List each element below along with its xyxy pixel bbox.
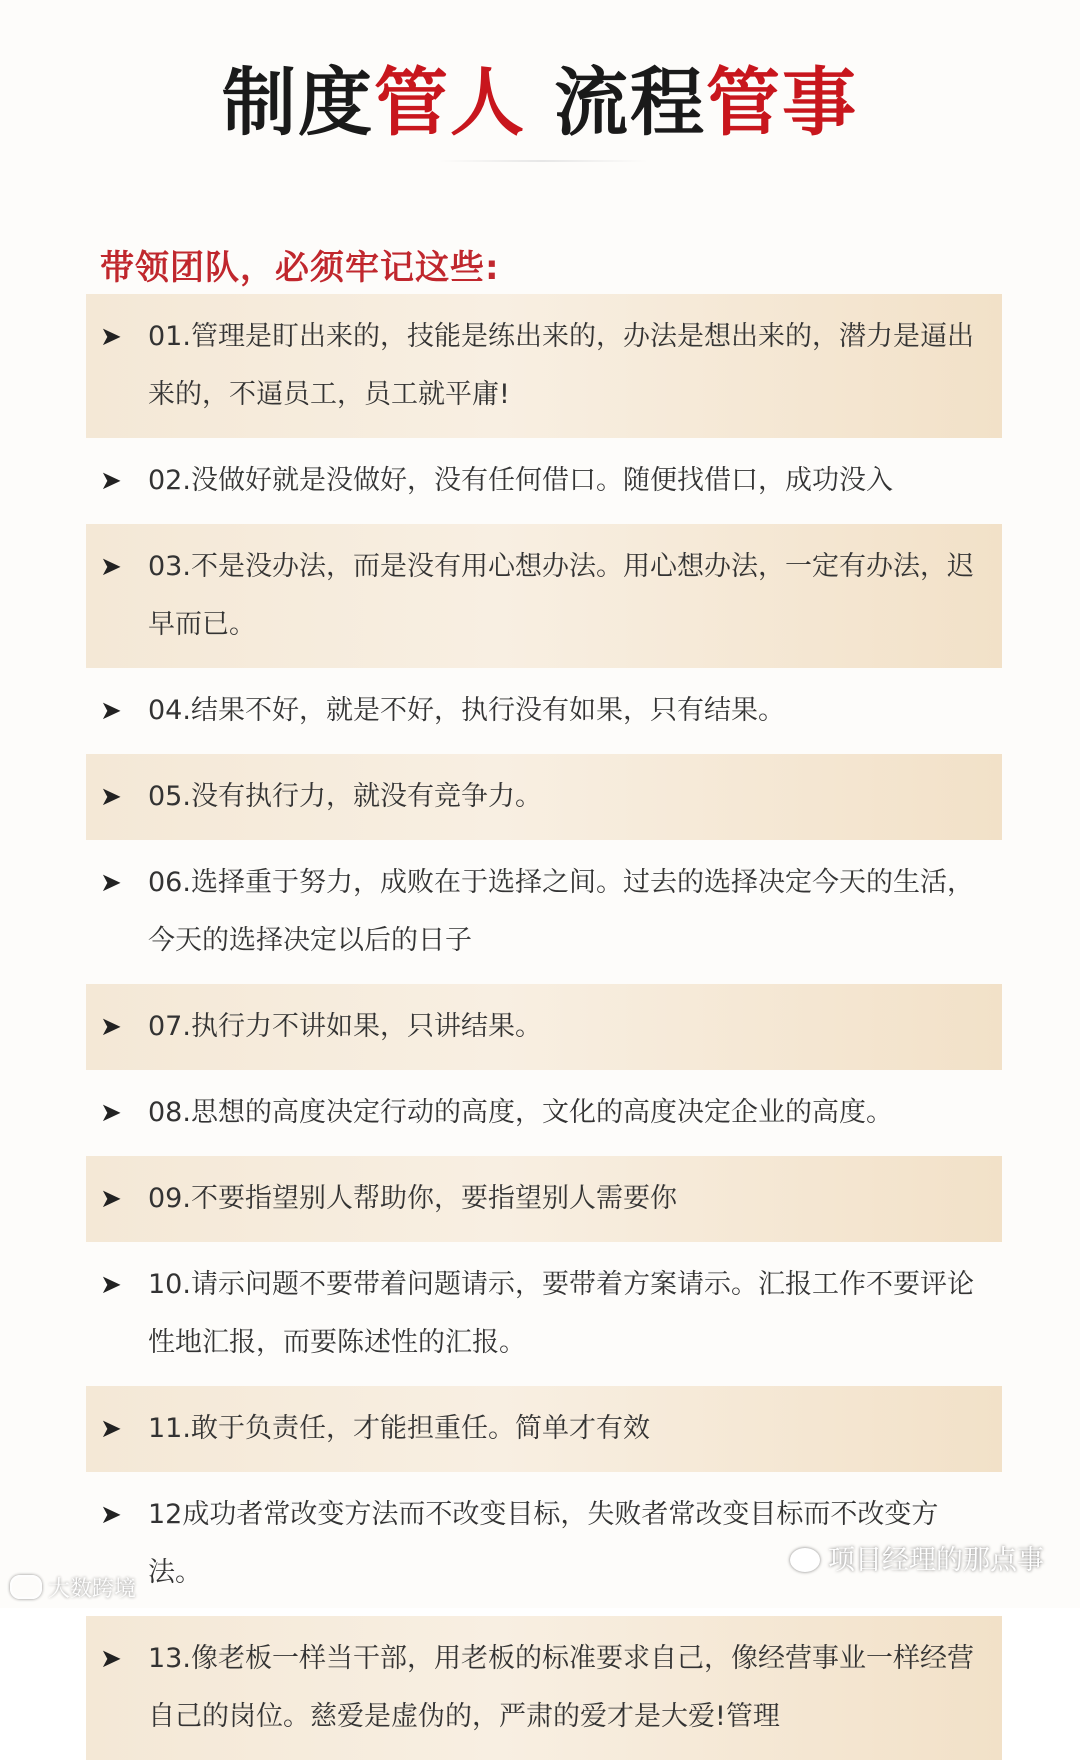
arrow-bullet-icon: ➤	[100, 552, 122, 582]
page-title	[0, 58, 1080, 148]
list-item-text: 08.思想的高度决定行动的高度，文化的高度决定企业的高度。	[148, 1097, 893, 1128]
list-item	[86, 524, 1002, 668]
arrow-bullet-icon: ➤	[100, 1184, 122, 1214]
list-item-text: 11.敢于负责任，才能担重任。简单才有效	[148, 1413, 650, 1444]
list-item	[86, 438, 1002, 524]
title-part-1: 制度	[222, 60, 374, 146]
list-item-text: 02.没做好就是没做好，没有任何借口。随便找借口，成功没入	[148, 465, 893, 496]
arrow-bullet-icon: ➤	[100, 1644, 122, 1674]
list-item	[86, 840, 1002, 984]
arrow-bullet-icon: ➤	[100, 782, 122, 812]
watermark-left	[10, 1572, 136, 1603]
list-item	[86, 984, 1002, 1070]
section-heading: 带领团队，必须牢记这些:	[100, 248, 500, 288]
list-item	[86, 1616, 1002, 1760]
list-item-text: 04.结果不好，就是不好，执行没有如果，只有结果。	[148, 695, 785, 726]
title-part-3: 流程	[554, 60, 706, 146]
watermark-left-text: 大数跨境	[48, 1577, 137, 1602]
title-part-2: 管人	[374, 60, 526, 146]
arrow-bullet-icon: ➤	[100, 322, 122, 352]
list-item	[86, 1156, 1002, 1242]
arrow-bullet-icon: ➤	[100, 868, 122, 898]
arrow-bullet-icon: ➤	[100, 1500, 122, 1530]
arrow-bullet-icon: ➤	[100, 1098, 122, 1128]
title-part-4: 管事	[706, 60, 858, 146]
list-item	[86, 1070, 1002, 1156]
brand-logo-icon	[10, 1575, 42, 1599]
list-item-text: 05.没有执行力，就没有竞争力。	[148, 781, 542, 812]
list-item-text: 13.像老板一样当干部，用老板的标准要求自己，像经营事业一样经营自己的岗位。慈爱是虚伪的，严肃的爱才是大爱!管理	[148, 1643, 974, 1732]
list-item-text: 03.不是没办法，而是没有用心想办法。用心想办法，一定有办法，迟早而已。	[148, 551, 974, 640]
title-divider	[438, 160, 648, 162]
arrow-bullet-icon: ➤	[100, 466, 122, 496]
arrow-bullet-icon: ➤	[100, 1270, 122, 1300]
list-item-text: 09.不要指望别人帮助你，要指望别人需要你	[148, 1183, 677, 1214]
list-item-text: 12成功者常改变方法而不改变目标，失败者常改变目标而不改变方法。	[148, 1499, 939, 1588]
list-item	[86, 1242, 1002, 1386]
list-item	[86, 668, 1002, 754]
list-item-text: 01.管理是盯出来的，技能是练出来的，办法是想出来的，潜力是逼出来的，不逼员工，员工就平庸!	[148, 321, 974, 410]
arrow-bullet-icon: ➤	[100, 1012, 122, 1042]
wechat-icon	[790, 1548, 820, 1572]
list-item	[86, 1386, 1002, 1472]
arrow-bullet-icon: ➤	[100, 696, 122, 726]
list-item-text: 07.执行力不讲如果，只讲结果。	[148, 1011, 542, 1042]
list-item	[86, 754, 1002, 840]
arrow-bullet-icon: ➤	[100, 1414, 122, 1444]
list-item-text: 10.请示问题不要带着问题请示，要带着方案请示。汇报工作不要评论性地汇报，而要陈述性的汇报。	[148, 1269, 974, 1358]
list-item	[86, 294, 1002, 438]
watermark-right-text: 项目经理的那点事	[828, 1545, 1044, 1576]
watermark-right	[790, 1538, 1044, 1577]
list-item-text: 06.选择重于努力，成败在于选择之间。过去的选择决定今天的生活，今天的选择决定以后的日子	[148, 867, 974, 956]
